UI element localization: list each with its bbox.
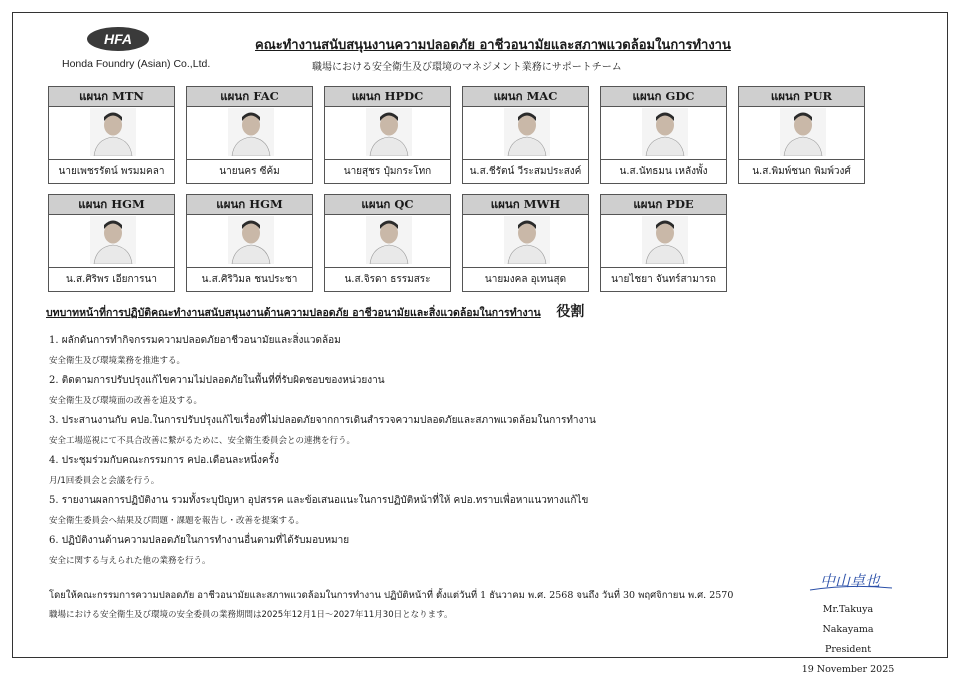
signer-name: Mr.Takuya Nakayama: [822, 604, 874, 635]
member-card: [48, 194, 175, 292]
member-name: นายมงคล อุเทนสุด: [463, 267, 588, 291]
duty-item-th: 2. ติดตามการปรับปรุงแก้ไขความไม่ปลอดภัยในพื้นที่ที่รับผิดชอบของหน่วยงาน: [49, 375, 385, 386]
duties-heading-th: บทบาทหน้าที่การปฏิบัติคณะทำงานสนับสนุนงานด้านความปลอดภัย อาชีวอนามัยและสิ่งแวดล้อมในการทำงาน: [46, 307, 541, 319]
duty-item-th: 6. ปฏิบัติงานด้านความปลอดภัยในการทำงานอื่นตามที่ได้รับมอบหมาย: [49, 535, 350, 546]
signer-title: President: [824, 644, 872, 655]
member-photo: [90, 216, 136, 264]
member-card: [186, 86, 313, 184]
member-department: แผนก MTN: [49, 87, 174, 107]
member-photo: [366, 216, 412, 264]
member-name: น.ส.ศิริวิมล ชนประชา: [187, 267, 312, 291]
member-department: แผนก PDE: [601, 195, 726, 215]
member-department: แผนก FAC: [187, 87, 312, 107]
duty-item-jp: 安全衛生及び環境面の改善を追及する。: [49, 396, 203, 406]
member-photo: [90, 108, 136, 156]
member-photo: [504, 216, 550, 264]
member-photo: [228, 108, 274, 156]
member-photo: [642, 108, 688, 156]
member-department: แผนก HPDC: [325, 87, 450, 107]
member-photo: [366, 108, 412, 156]
duty-item-th: 4. ประชุมร่วมกับคณะกรรมการ คปอ.เดือนละหนึ่งครั้ง: [49, 455, 279, 466]
member-department: แผนก HGM: [187, 195, 312, 215]
member-department: แผนก HGM: [49, 195, 174, 215]
duty-item-jp: 安全に関する与えられた他の業務を行う。: [49, 556, 211, 566]
member-name: น.ส.จิรดา ธรรมสระ: [325, 267, 450, 291]
svg-text:中山卓也: 中山卓也: [819, 572, 881, 590]
member-name: นายสุชร ปุ๋มกระโทก: [325, 159, 450, 183]
duties-heading-jp: 役割: [556, 304, 585, 320]
member-name: น.ส.นัทธมน เหลังพั้ง: [601, 159, 726, 183]
member-card: [48, 86, 175, 184]
member-name: นายไชยา จันทร์สามารถ: [601, 267, 726, 291]
signer-block: [798, 600, 898, 680]
member-card: [600, 194, 727, 292]
member-card: [324, 194, 451, 292]
member-department: แผนก MWH: [463, 195, 588, 215]
member-card: [462, 194, 589, 292]
member-department: แผนก QC: [325, 195, 450, 215]
duty-item-jp: 月/1回委員会と会議を行う。: [49, 476, 160, 486]
duty-item-jp: 安全工場巡視にて不具合改善に繋がるために、安全衛生委員会との連携を行う。: [49, 436, 356, 446]
duty-item-th: 5. รายงานผลการปฏิบัติงาน รวมทั้งระบุปัญหา อุปสรรค และข้อเสนอแนะในการปฏิบัติหน้าที่ให้ คปอ.ทราบเพื่อหาแนวทางแก้ไข: [49, 495, 589, 506]
member-name: นายเพชรรัตน์ พรมมคลา: [49, 159, 174, 183]
sign-date: 19 November 2025: [801, 664, 895, 675]
member-card: [324, 86, 451, 184]
page-title: คณะทำงานสนับสนุนงานความปลอดภัย อาชีวอนามัยและสภาพแวดล้อมในการทำงาน: [255, 38, 731, 53]
duties-heading: [46, 301, 584, 321]
duty-item-jp: 安全衛生委員会へ結果及び問題・課題を報告し・改善を提案する。: [49, 516, 305, 526]
duty-item-th: 1. ผลักดันการทำกิจกรรมความปลอดภัยอาชีวอนามัยและสิ่งแวดล้อม: [49, 335, 341, 346]
member-photo: [780, 108, 826, 156]
svg-text:HFA: HFA: [104, 31, 132, 47]
duty-item-th: 3. ประสานงานกับ คปอ.ในการปรับปรุงแก้ไขเรื่องที่ไม่ปลอดภัยจากการเดินสำรวจความปลอดภัยและสภาพแวดล้อมในการทำงาน: [49, 415, 596, 426]
member-card: [186, 194, 313, 292]
term-statement-th: โดยให้คณะกรรมการความปลอดภัย อาชีวอนามัยและสภาพแวดล้อมในการทำงาน ปฏิบัติหน้าที่ ตั้งแต่วันที่ 1 ธันวาคม พ.ศ. 2568 จนถึง วันที่ 30 พฤศจิกายน พ.ศ. 2570: [49, 590, 734, 601]
company-name: Honda Foundry (Asian) Co.,Ltd.: [62, 58, 211, 70]
member-photo: [228, 216, 274, 264]
member-name: น.ส.ศิริพร เอียการนา: [49, 267, 174, 291]
signature: [800, 566, 900, 596]
member-department: แผนก GDC: [601, 87, 726, 107]
hfa-logo: [86, 26, 150, 52]
member-name: น.ส.พิมพ์ชนก พิมพ์วงศ์: [739, 159, 864, 183]
member-card: [462, 86, 589, 184]
duties-list: [49, 331, 749, 571]
member-name: นายนคร ซีค้ม: [187, 159, 312, 183]
term-statement-jp: 職場における安全衛生及び環境の安全委員の業務期間は2025年12月1日～2027年11月30日となります。: [49, 610, 453, 620]
duty-item-jp: 安全衛生及び環境業務を推進する。: [49, 356, 186, 366]
member-photo: [642, 216, 688, 264]
member-department: แผนก MAC: [463, 87, 588, 107]
member-card: [600, 86, 727, 184]
member-photo: [504, 108, 550, 156]
member-department: แผนก PUR: [739, 87, 864, 107]
member-card: [738, 86, 865, 184]
member-name: น.ส.ชีรัตน์ วีระสมประสงค์: [463, 159, 588, 183]
page-subtitle-jp: 職場における安全衛生及び環境のマネジメント業務にサポートチーム: [312, 62, 622, 73]
